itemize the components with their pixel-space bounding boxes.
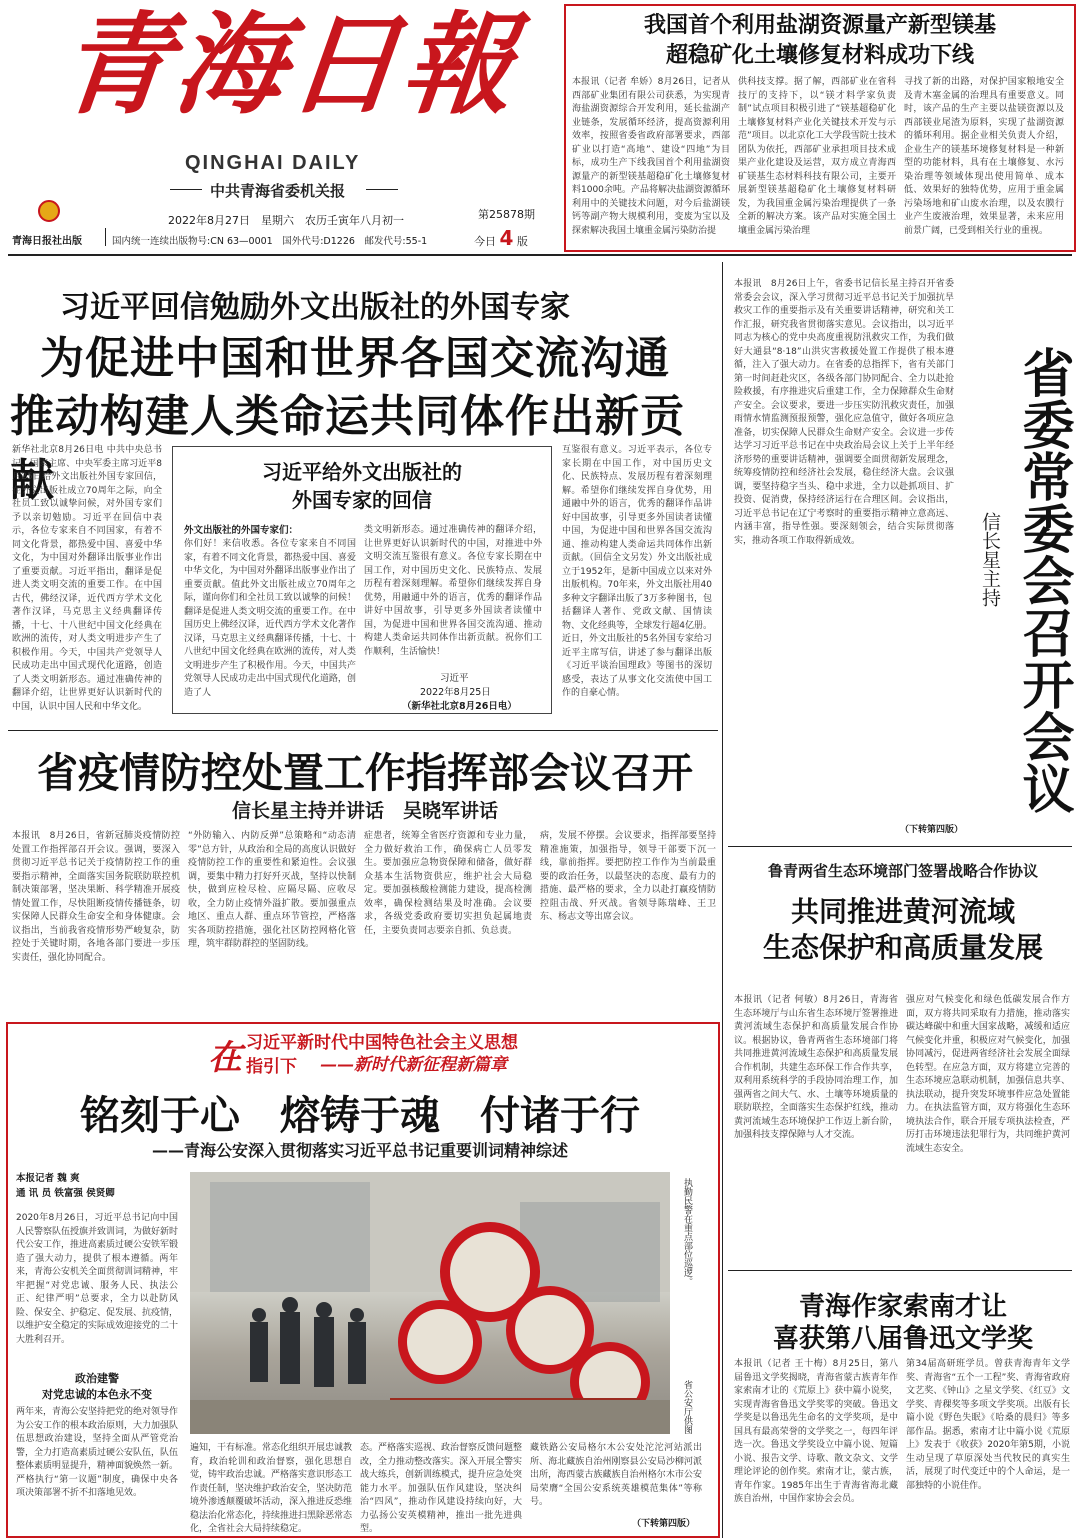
masthead <box>0 0 560 250</box>
special-kicker-2: 指引下 <box>246 1057 297 1077</box>
ecology-col2: 强应对气候变化和绿色低碳发展合作方面，双方将共同采取有力措施，推动落实碳达峰碳中和重大国家战略，减缓和适应气候变化并重，积极应对气候变化，加强协同减污，促进两省经济社会发展全面绿色转型。在应急方面，双方将建立完善的生态环境应急联动机制，加强信息共享、执法联动，提升突发环境事件应急处置能力。在执法监管方面，双方将强化生态环境执法合作，联合开展专项执法检查，严厉打击环境违法犯罪行为，共同维护黄河流域生态安全。 <box>906 995 1070 1154</box>
top-story-headline-1: 我国首个利用盐湖资源量产新型镁基 <box>643 12 996 38</box>
epidemic-col2: “外防输入、内防反弹”总策略和“动态清零”总方针，从政治和全局的高度认识做好疫情防控工作的重要性和紧迫性。会议强调，要集中精力打好歼灭战，坚持以快制快，做到应检尽检、应隔尽隔、应收尽收，全力防止疫情外溢扩散。要加强重点地区、重点人群、重点环节管控，严格落实各项防控措施，强化社区防控网格化管理，筑牢群防群控的坚固防线。 <box>188 831 356 949</box>
special-bottom-col2: 态。严格落实巡视、政治督察反馈问题整改，全力推动整改落实。深入开展全警实战大练兵，创新训练模式，提升应急处突能力水平。加强队伍作风建设，坚决纠治“四风”，推动作风建设持续向好，大力弘扬公安英模精神，推出一批先进典型。 <box>360 1443 523 1534</box>
writer-col2: 第34届高研班学员。曾获青海青年文学奖、青海省“五个一工程”奖、青海省政府文艺奖、《钟山》之星文学奖、《红豆》文学奖、青稞奖等多项文学奖项。出版有长篇小说《野色失眠》《哈桑的晨归》等多部作品。据悉，索南才让中篇小说《荒原上》发表于《收获》2020年第5期，小说生动呈现了草原深处当代牧民的真实生活，展现了时代变迁中的个人命运，是一部独特的小说佳作。 <box>906 1359 1070 1491</box>
special-col1: 2020年8月26日，习近平总书记向中国人民警察队伍授旗并致训词，为做好新时代公安工作，推进高素质过硬公安铁军锻造了强大动力，提供了根本遵循。两年来，青海公安机关全面贯彻训词精神，牢牢把握“对党忠诚、服务人民、执法公正、纪律严明”总要求，全力以赴防风险、保安全、护稳定、促发展、抗疫情，以维护安全稳定的实际成效迎接党的二十大胜利召开。 <box>16 1213 179 1345</box>
special-section-title-2: 对党忠诚的本色永不变 <box>42 1388 152 1401</box>
letter-salutation: 外文出版社的外国专家们： <box>184 525 299 536</box>
lead-headline-1: 为促进中国和世界各国交流沟通 <box>40 333 670 384</box>
epidemic-col4: 病，发展不停摆。会议要求，指挥部要坚持精准施策，加强指导，领导干部要下沉一线，靠前指挥。要把防控工作作为当前最重要的政治任务，以最坚决的态度、最有力的措施、最严格的要求，全力以赴打赢疫情防控阻击战、歼灭战。省领导陈瑞峰、王卫东、杨志文等出席会议。 <box>540 831 716 922</box>
top-story-col3: 寻找了新的出路，对保护国家粮地安全及青木塞金属的治理具有重要意义。同时，该产品的生产主要以盐镁资源以及西部镁业尾渣为原料，实现了盐湖资源的循环利用。据企业相关负责人介绍，企业生产的镁基环境修复材料是一种新型的功能材料，具有在土壤修复、水污染治理等领域体现出使用简单、成本低、效果好的独特优势，应用于重金属污染场地和矿山废水治理，以及农膜行业产生废液治理，效果显著，未来应用前景广阔，已受到相关行业的重视。 <box>904 77 1064 236</box>
special-bottom-col3: 藏铁路公安局格尔木公安处沱沱河站派出所、海北藏族自治州刚察县公安局沙柳河派出所，海西蒙古族藏族自治州格尔木市公安局荣膺“全国公安系统英雄模范集体”等称号。 <box>530 1443 702 1507</box>
epidemic-headline: 省疫情防控处置工作指挥部会议召开 <box>37 749 693 797</box>
special-kicker-3: ——新时代新征程新篇章 <box>320 1055 507 1075</box>
special-sub: ——青海公安深入贯彻落实习近平总书记重要训词精神综述 <box>151 1141 568 1160</box>
lead-col2: 互鉴很有意义。习近平表示，各位专家长期在中国工作，对中国历史文化、民族特点、发展历程有着深刻理解。希望你们继续发挥自身优势，用通融中外的语言，优秀的翻译作品讲好中国故事，引导更多外国读者读懂中国，为促进中国和世界各国交流沟通、推动构建人类命运共同体作出新贡献。（回信全文另发）外文出版社成立于1952年，是新中国成立以来对外出版机构。70年来，外文出版社用40多种文字翻译出版了3万多种图书，包括翻译人著作、党政文献、国情读物、文化经典等，全球发行超4亿册。近日，外文出版社的5名外国专家给习近平主席写信，讲述了参与翻译出版《习近平谈治国理政》等图书的深切感受，表达了从事文化交流使中国工作的自豪心情。 <box>562 445 712 698</box>
writer-headline-1: 青海作家索南才让 <box>798 1292 1007 1322</box>
special-tail: （下转第四版） <box>632 1519 696 1529</box>
issue-no: 第25878期 <box>478 208 535 221</box>
special-kicker-1: 习近平新时代中国特色社会主义思想 <box>246 1033 518 1053</box>
pages-num: 4 <box>499 226 514 250</box>
right-story-headline: 省委常委会召开会议 <box>1013 346 1074 814</box>
lead-headline-2: 推动构建人类命运共同体作出新贡献 <box>10 391 685 506</box>
ecology-headline-1: 共同推进黄河流域 <box>790 895 1015 928</box>
pages-count <box>474 226 528 250</box>
right-story-body: 本报讯 8月26日上午，省委书记信长星主持召开省委常委会会议，深入学习贯彻习近平总书记关于加强抗旱救灾工作的重要指示及有关重要讲话精神，研究和关工作汇报，研究我省贯彻落实意见。会议指出，以习近平同志为核心的党中央高度重视防汛救灾工作，为我们做好大通县“8·18”山洪灾害救援处置工作提供了根本遵循，注入了强大动力。在省委的总指挥下，省有关部门第一时间赶赴灾区，各级各部门协同配合、全力以赴抢险救援，有序推进灾后重建工作，全力保障群众生命财产安全。会议要求，要进一步压实防汛救灾责任，加强雨情水情监测预报预警，强化应急值守，做好各项应急准备，切实保障人民群众生命财产安全。会议进一步传达学习习近平总书记在中央政治局会议上关于上半年经济形势的重要讲话精神，强调要全面贯彻新发展理念，统筹疫情防控和经济社会发展，稳住经济大盘。会议强调，要坚持稳字当头、稳中求进，全力以赴抓项目、扩投资、促消费，保持经济运行在合理区间。会议指出，习近平总书记在辽宁考察时的重要指示精神立意高远、内涵丰富，指导性强。要深刻领会，结合实际贯彻落实，推动各项工作取得新成效。 <box>734 279 954 546</box>
epidemic-col3: 症患者，统筹全省医疗资源和专业力量，全力做好救治工作，确保病亡人员零发生。要加强应急物资保障和储备，做好群众基本生活物资供应，维护社会大局稳定。要加强核酸检测能力建设，提高检测效率，确保检测结果及时准确。会议要求，各级党委政府要切实担负起属地责任，主要负责同志要亲自抓、负总责。 <box>364 831 532 936</box>
letter-sign: 习近平 <box>440 673 469 684</box>
photo-scene <box>190 1172 670 1434</box>
masthead-title: 青海日報 <box>54 0 524 129</box>
writer-headline-2: 喜获第八届鲁迅文学奖 <box>772 1324 1033 1354</box>
pages-unit: 版 <box>516 235 528 248</box>
right-story-tail: （下转第四版） <box>900 825 964 835</box>
special-kicker-zai: 在 <box>208 1038 242 1078</box>
special-byline-2: 通 讯 员 铁富强 侯贤卿 <box>16 1188 115 1199</box>
epidemic-col1: 本报讯 8月26日，省新冠肺炎疫情防控处置工作指挥部召开会议。强调，要深入贯彻习近平总书记关于疫情防控工作的重要指示精神，全面落实国务院联防联控机制决策部署，坚决果断、科学精准开展疫情处置工作，尽快阻断疫情传播链条，切实保障人民群众生命安全和身体健康。会议指出，当前我省疫情形势严峻复杂，防控处于关键时期，各地各部门要进一步压实责任，强化协同配合。 <box>12 831 180 963</box>
right-story-sub: 信长星主持 <box>979 512 1001 607</box>
masthead-subtitle: 中共青海省委机关报 <box>210 182 346 200</box>
letter-title-1: 习近平给外文出版社的 <box>262 460 462 484</box>
special-byline-1: 本报记者 魏 爽 <box>16 1173 80 1184</box>
ecology-kicker: 鲁青两省生态环境部门签署战略合作协议 <box>767 862 1038 880</box>
police-patrol-photo <box>190 1172 670 1434</box>
top-story-col2: 供科技支撑。据了解，西部矿业在省科技厅的支持下，以“镁才料学家负责制”试点项目积极引进了“镁基超稳矿化土壤修复材料产业化关键技术开发与示范”项目。以北京化工大学段雪院士技术团队为依托，西部矿业承担项目技术成果产业化建设及运营，双方成立青海西矿镁基生态材料科技有限公司，主要开展新型镁基超稳矿化土壤修复材料研发，为我国重金属污染治理提供了一条全新的解决方案。该产品对实施全国土壤重金属污染治理 <box>738 77 896 236</box>
photo-credit: 省公安厅供图 <box>682 1380 692 1434</box>
special-headline: 铭刻于心 熔铸于魂 付诸于行 <box>80 1092 640 1139</box>
date-line: 2022年8月27日 星期六 农历壬寅年八月初一 <box>168 214 404 227</box>
letter-source: （新华社北京8月26日电） <box>402 701 517 712</box>
letter-sign-date: 2022年8月25日 <box>420 687 491 698</box>
ecology-col1: 本报讯（记者 何敏）8月26日，青海省生态环境厅与山东省生态环境厅签署推进黄河流域生态保护和高质量发展合作协议。根据协议，鲁青两省生态环境部门将共同推进黄河流域生态保护和高质量发展合作机制，共建生态环保工作合作共享，双利用系统科学的手段协同治理工作，加强两省之间大气、水、土壤等环境质量的联防联控，全面落实生态保护红线，推动黄河流域生态环境保护工作迈上新台阶，加强科技支撑保障与人才交流。 <box>734 995 898 1140</box>
photo-caption: 执勤民警在重点部位巡逻。 <box>682 1178 692 1286</box>
special-section-title-1: 政治建警 <box>75 1372 119 1385</box>
pages-label: 今日 <box>474 235 496 248</box>
special-bottom-col1: 遍知，干有标准。常态化组织开展忠诚教育，政治轮训和政治督察，强化思想自觉，铸牢政治忠诚。严格落实意识形态工作责任制，坚决维护政治安全，坚决防范境外渗透颠覆破坏活动，深入推进反恐维稳法治化常态化，持续推进扫黑除恶常态化，全省社会大局持续稳定。 <box>190 1443 353 1534</box>
lead-col1: 新华社北京8月26日电 中共中央总书记、国家主席、中央军委主席习近平8月25日给外文出版社外国专家回信，在外文出版社成立70周年之际，向全社员工致以诚挚问候，对外国专家们予以亲切勉励。习近平在回信中表示，各位专家来自不同国家，有着不同文化背景，都热爱中国、喜爱中华文化，为中国对外翻译出版事业作出了重要贡献。习近平指出，翻译是促进人类文明交流的重要工作。在中国古代，佛经汉译，近代西方学术文化著作汉译，马克思主义经典翻译传播，十七、十八世纪中国文化经典在欧洲的流传，对人类文明进步产生了积极作用。今天，中国共产党领导人民成功走出中国式现代化道路，创造了人类文明新形态。通过准确传神的翻译介绍，让世界更好认识新时代的中国，认识中国人民和中华文化。 <box>12 445 162 712</box>
letter-col1: 你们好！来信收悉。各位专家来自不同国家，有着不同文化背景，都热爱中国、喜爱中华文化，为中国对外翻译出版事业作出了重要贡献。值此外文出版社成立70周年之际，谨向你们和全社员工致以诚挚的问候！翻译是促进人类文明交流的重要工作。在中国历史上佛经汉译，近代西方学术文化著作汉译，马克思主义经典翻译传播，十七、十八世纪中国文化经典在欧洲的流传，对人类文明进步产生了积极作用。今天，中国共产党领导人民成功走出中国式现代化道路，创造了人 <box>184 539 356 698</box>
lead-kicker: 习近平回信勉励外文出版社的外国专家 <box>60 290 570 325</box>
special-col1b: 两年来，青海公安坚持把党的绝对领导作为公安工作的根本政治原则，大力加强队伍思想政治建设，坚持全面从严管党治警，全力打造高素质过硬公安队伍，队伍整体素质明显提升，精神面貌焕然一新。严格执行“第一议题”制度，确保中央各项决策部署不折不扣落地见效。 <box>16 1407 179 1498</box>
publisher-logo-icon <box>38 200 60 222</box>
codes-line: 国内统一连续出版物号:CN 63—0001 国外代号:D1226 邮发代号:55-1 <box>112 236 428 247</box>
masthead-title-en: QINGHAI DAILY <box>185 152 361 174</box>
epidemic-sub: 信长星主持并讲话 吴晓军讲话 <box>231 800 498 822</box>
top-story-headline-2: 超稳矿化土壤修复材料成功下线 <box>665 42 974 68</box>
top-story-col1: 本报讯（记者 牟娇）8月26日，记者从西部矿业集团有限公司获悉，为实现青海盐湖资源综合开发利用，延长盐湖产业链条，发展循环经济，提高资源利用效率，按照省委省政府部署要求，西部矿业以打造“高地”、建设“四地”为目标，成功生产下线我国首个利用盐湖资源量产的新型镁基超稳矿化土壤修复材料1000余吨。产品将解决盐湖资源循环利用中的关键技术问题，对今后盐湖镁钙等副产物大规模利用，变废为宝以及探索解决我国土壤重金属污染防治提 <box>572 77 730 236</box>
ecology-headline-2: 生态保护和高质量发展 <box>762 931 1043 964</box>
letter-title-2: 外国专家的回信 <box>292 488 432 512</box>
letter-col2: 类文明新形态。通过准确传神的翻译介绍，让世界更好认识新时代的中国，对推进中外文明交流互鉴很有意义。各位专家长期在中国工作，对中国历史文化、民族特点、发展历程有着深刻理解。希望你们继续发挥自身优势，用融通中外的语言，优秀的翻译作品讲好中国故事，引导更多外国读者读懂中国，为促进中国和世界各国交流沟通、推动构建人类命运共同体作出新贡献。祝你们工作顺利，生活愉快！ <box>364 525 542 657</box>
masthead-rule <box>8 254 1072 256</box>
publisher: 青海日报社出版 <box>12 236 82 247</box>
writer-col1: 本报讯（记者 王十梅）8月25日，第八届鲁迅文学奖揭晓，青海省蒙古族青年作家索南才让的《荒原上》获中篇小说奖，实现青海省鲁迅文学奖零的突破。鲁迅文学奖是以鲁迅先生命名的文学奖项，是中国具有最高荣誉的文学奖之一，每四年评选一次。鲁迅文学奖设立中篇小说、短篇小说、报告文学、诗歌、散文杂文、文学理论评论的创作奖。索南才让，蒙古族，青年作家。1985年出生于青海省海北藏族自治州，中国作家协会会员。 <box>734 1359 898 1504</box>
